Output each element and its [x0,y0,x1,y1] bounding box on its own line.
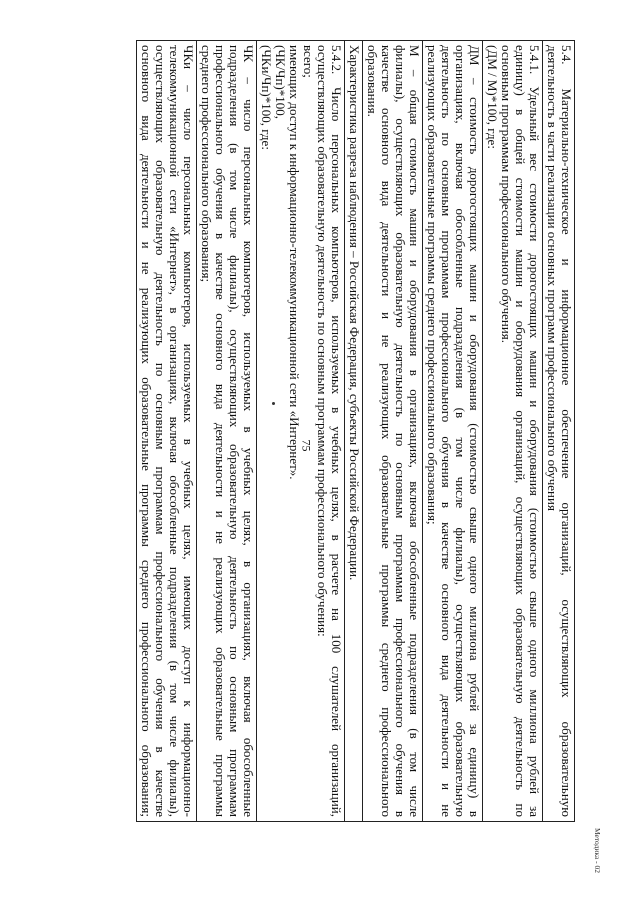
text-line: осуществляющих образовательную деятельность по основным программам профессионального обучения в качестве [153,45,168,817]
text-line: ЧК – число персональных компьютеров, используемых в учебных целях, в организациях, включая обособленные [241,45,256,817]
text-line: ЧКи – число персональных компьютеров, используемых в учебных целях, имеющих доступ к информационно- [181,45,196,817]
section-5-4-2-cell [257,41,345,822]
table-row [137,41,197,822]
text-line: телекоммуникационной сети «Интернет», в организациях, включая обособленные подразделения (в том числе филиалы), [167,45,182,817]
text-line: всего; [301,45,316,78]
text-line: профессионального обучения в качестве основного вида деятельности и не реализующих образовательные программы [213,45,228,817]
table-row [543,41,575,822]
table-row [345,41,363,822]
text-line: 5.4. Материально-техническое и информационное обеспечение организаций, осуществляющих образовательную [559,45,574,817]
footer-label: Методика - 02 [593,827,603,874]
text-line: М – общая стоимость машин и оборудования в организациях, включая обособленные подразделения (в том числе [407,45,422,817]
definition-dm-cell [423,41,483,822]
text-line: подразделения (в том числе филиалы), осуществляющих образовательную деятельность по основным программам [227,45,242,817]
text-line: Характеристика разреза наблюдения – Российская Федерация, субъекты Российской Федерации. [347,45,362,581]
text-line: единицу) в общей стоимости машин и оборудования организаций, осуществляющих образовательную деятельность по [513,45,528,817]
table-row [423,41,483,822]
text-line: 5.4.2. Число персональных компьютеров, используемых в учебных целях, в расчете на 100 слушателей организаций, [329,45,344,817]
text-line: имеющих доступ к информационно-телекоммуникационной сети «Интернет». [287,45,302,480]
text-line: среднего профессионального образования; [199,45,214,283]
observation-section-cell [345,41,363,822]
text-line: основного вида деятельности и не реализующих образовательные программы среднего профессионального образования; [139,45,154,817]
text-line: ДМ – стоимость дорогостоящих машин и оборудования (стоимостью свыше одного миллиона рублей за единицу) в [467,45,482,817]
table-row [483,41,543,822]
formula-line: (ЧКи/Чп)*100, где: [259,45,274,150]
text-line: реализующих образовательные программы среднего профессионального образования; [425,45,440,525]
text-line: деятельность по основным программам профессионального обучения в качестве основного вида деятельности и не [439,45,454,817]
section-5-4-1-cell [483,41,543,822]
formula-line: (ЧК/Чп)*100, [273,45,288,120]
rotated-table-wrapper [65,40,575,822]
table-row [257,41,345,822]
formula-line: (ДМ / М)*100, где: [485,45,500,149]
text-line: основным программам профессионального обучения. [499,45,514,344]
methodology-table [136,40,575,822]
text-line: осуществляющих образовательную деятельность по основным программам профессионального обучения: [315,45,330,637]
text-line: образования. [365,45,380,117]
table-row [363,41,423,822]
section-5-4-cell [543,41,575,822]
text-line: 5.4.1. Удельный вес стоимости дорогостоящих машин и оборудования (стоимостью свыше одного миллиона рублей за [527,45,542,817]
page-number: 75 [299,439,314,452]
definition-chk-cell [197,41,257,822]
text-line: деятельность в части реализации основных программ профессионального обучения [545,45,560,511]
text-line: качестве основного вида деятельности и не реализующих образовательные программы среднего профессионального [379,45,394,817]
definition-m-cell [363,41,423,822]
text-line: организациях, включая обособленные подразделения (в том числе филиалы), осуществляющих образовательную [453,45,468,817]
table-row [197,41,257,822]
definition-chki-cell [137,41,197,822]
text-line: филиалы), осуществляющих образовательную деятельность по основным программам профессионального обучения в [393,45,408,817]
